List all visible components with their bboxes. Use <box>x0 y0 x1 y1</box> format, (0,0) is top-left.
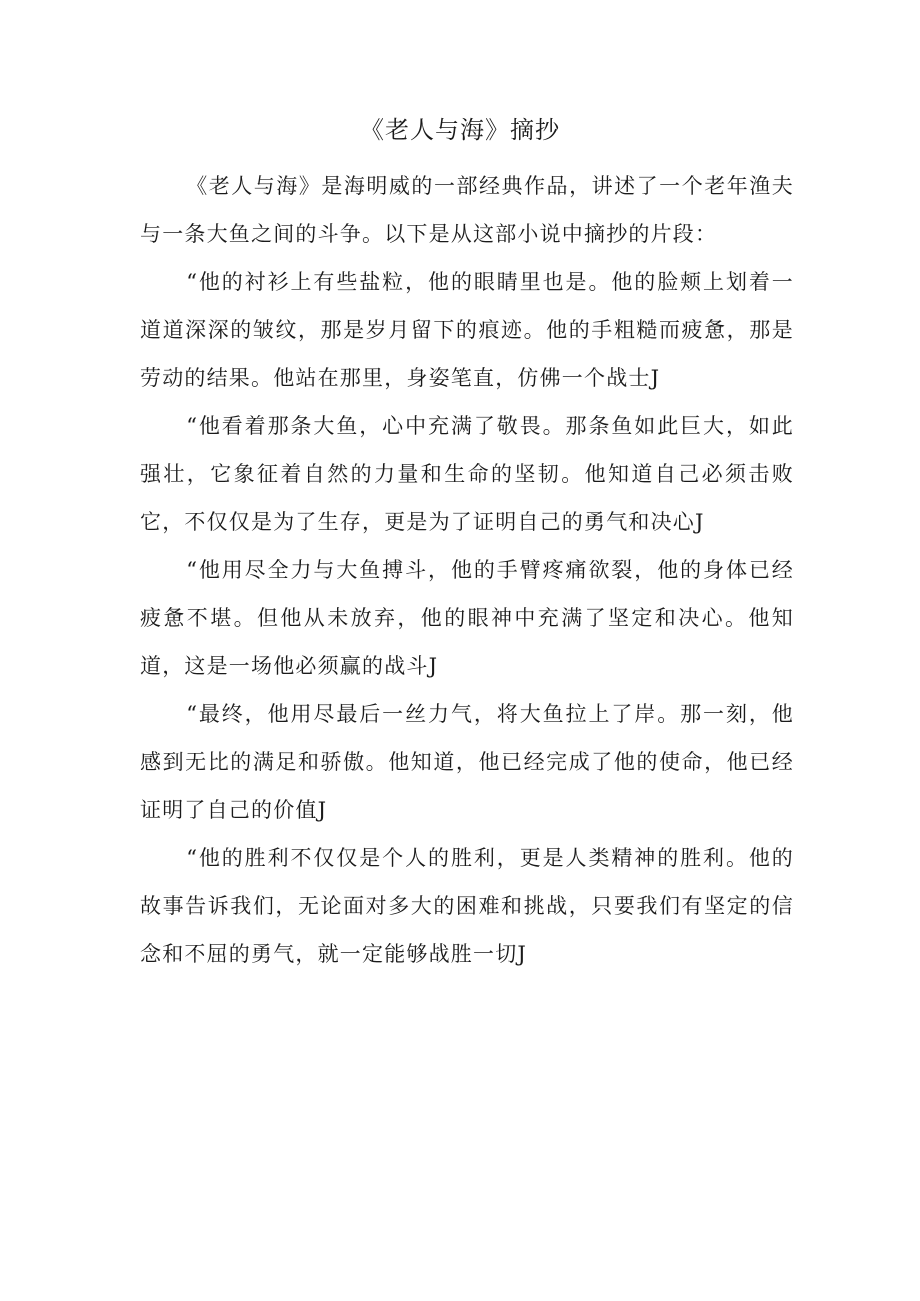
paragraph-quote-4: “最终，他用尽最后一丝力气，将大鱼拉上了岸。那一刻，他感到无比的满足和骄傲。他知道，他已经完成了他的使命，他已经证明了自己的价值J <box>140 702 794 822</box>
paragraph-intro: 《老人与海》是海明威的一部经典作品，讲述了一个老年渔夫与一条大鱼之间的斗争。以下是从这部小说中摘抄的片段： <box>140 174 794 246</box>
document-title: 《老人与海》摘抄 <box>360 116 560 144</box>
paragraph-quote-5: “他的胜利不仅仅是个人的胜利，更是人类精神的胜利。他的故事告诉我们，无论面对多大的困难和挑战，只要我们有坚定的信念和不屈的勇气，就一定能够战胜一切J <box>140 846 794 966</box>
paragraph-quote-1: “他的衬衫上有些盐粒，他的眼睛里也是。他的脸颊上划着一道道深深的皱纹，那是岁月留下的痕迹。他的手粗糙而疲惫，那是劳动的结果。他站在那里，身姿笔直，仿佛一个战士J <box>140 270 794 390</box>
paragraph-quote-3: “他用尽全力与大鱼搏斗，他的手臂疼痛欲裂，他的身体已经疲惫不堪。但他从未放弃，他的眼神中充满了坚定和决心。他知道，这是一场他必须赢的战斗J <box>140 558 794 678</box>
paragraph-quote-2: “他看着那条大鱼，心中充满了敬畏。那条鱼如此巨大，如此强壮，它象征着自然的力量和生命的坚韧。他知道自己必须击败它，不仅仅是为了生存，更是为了证明自己的勇气和决心J <box>140 414 794 534</box>
document-body <box>140 162 794 978</box>
